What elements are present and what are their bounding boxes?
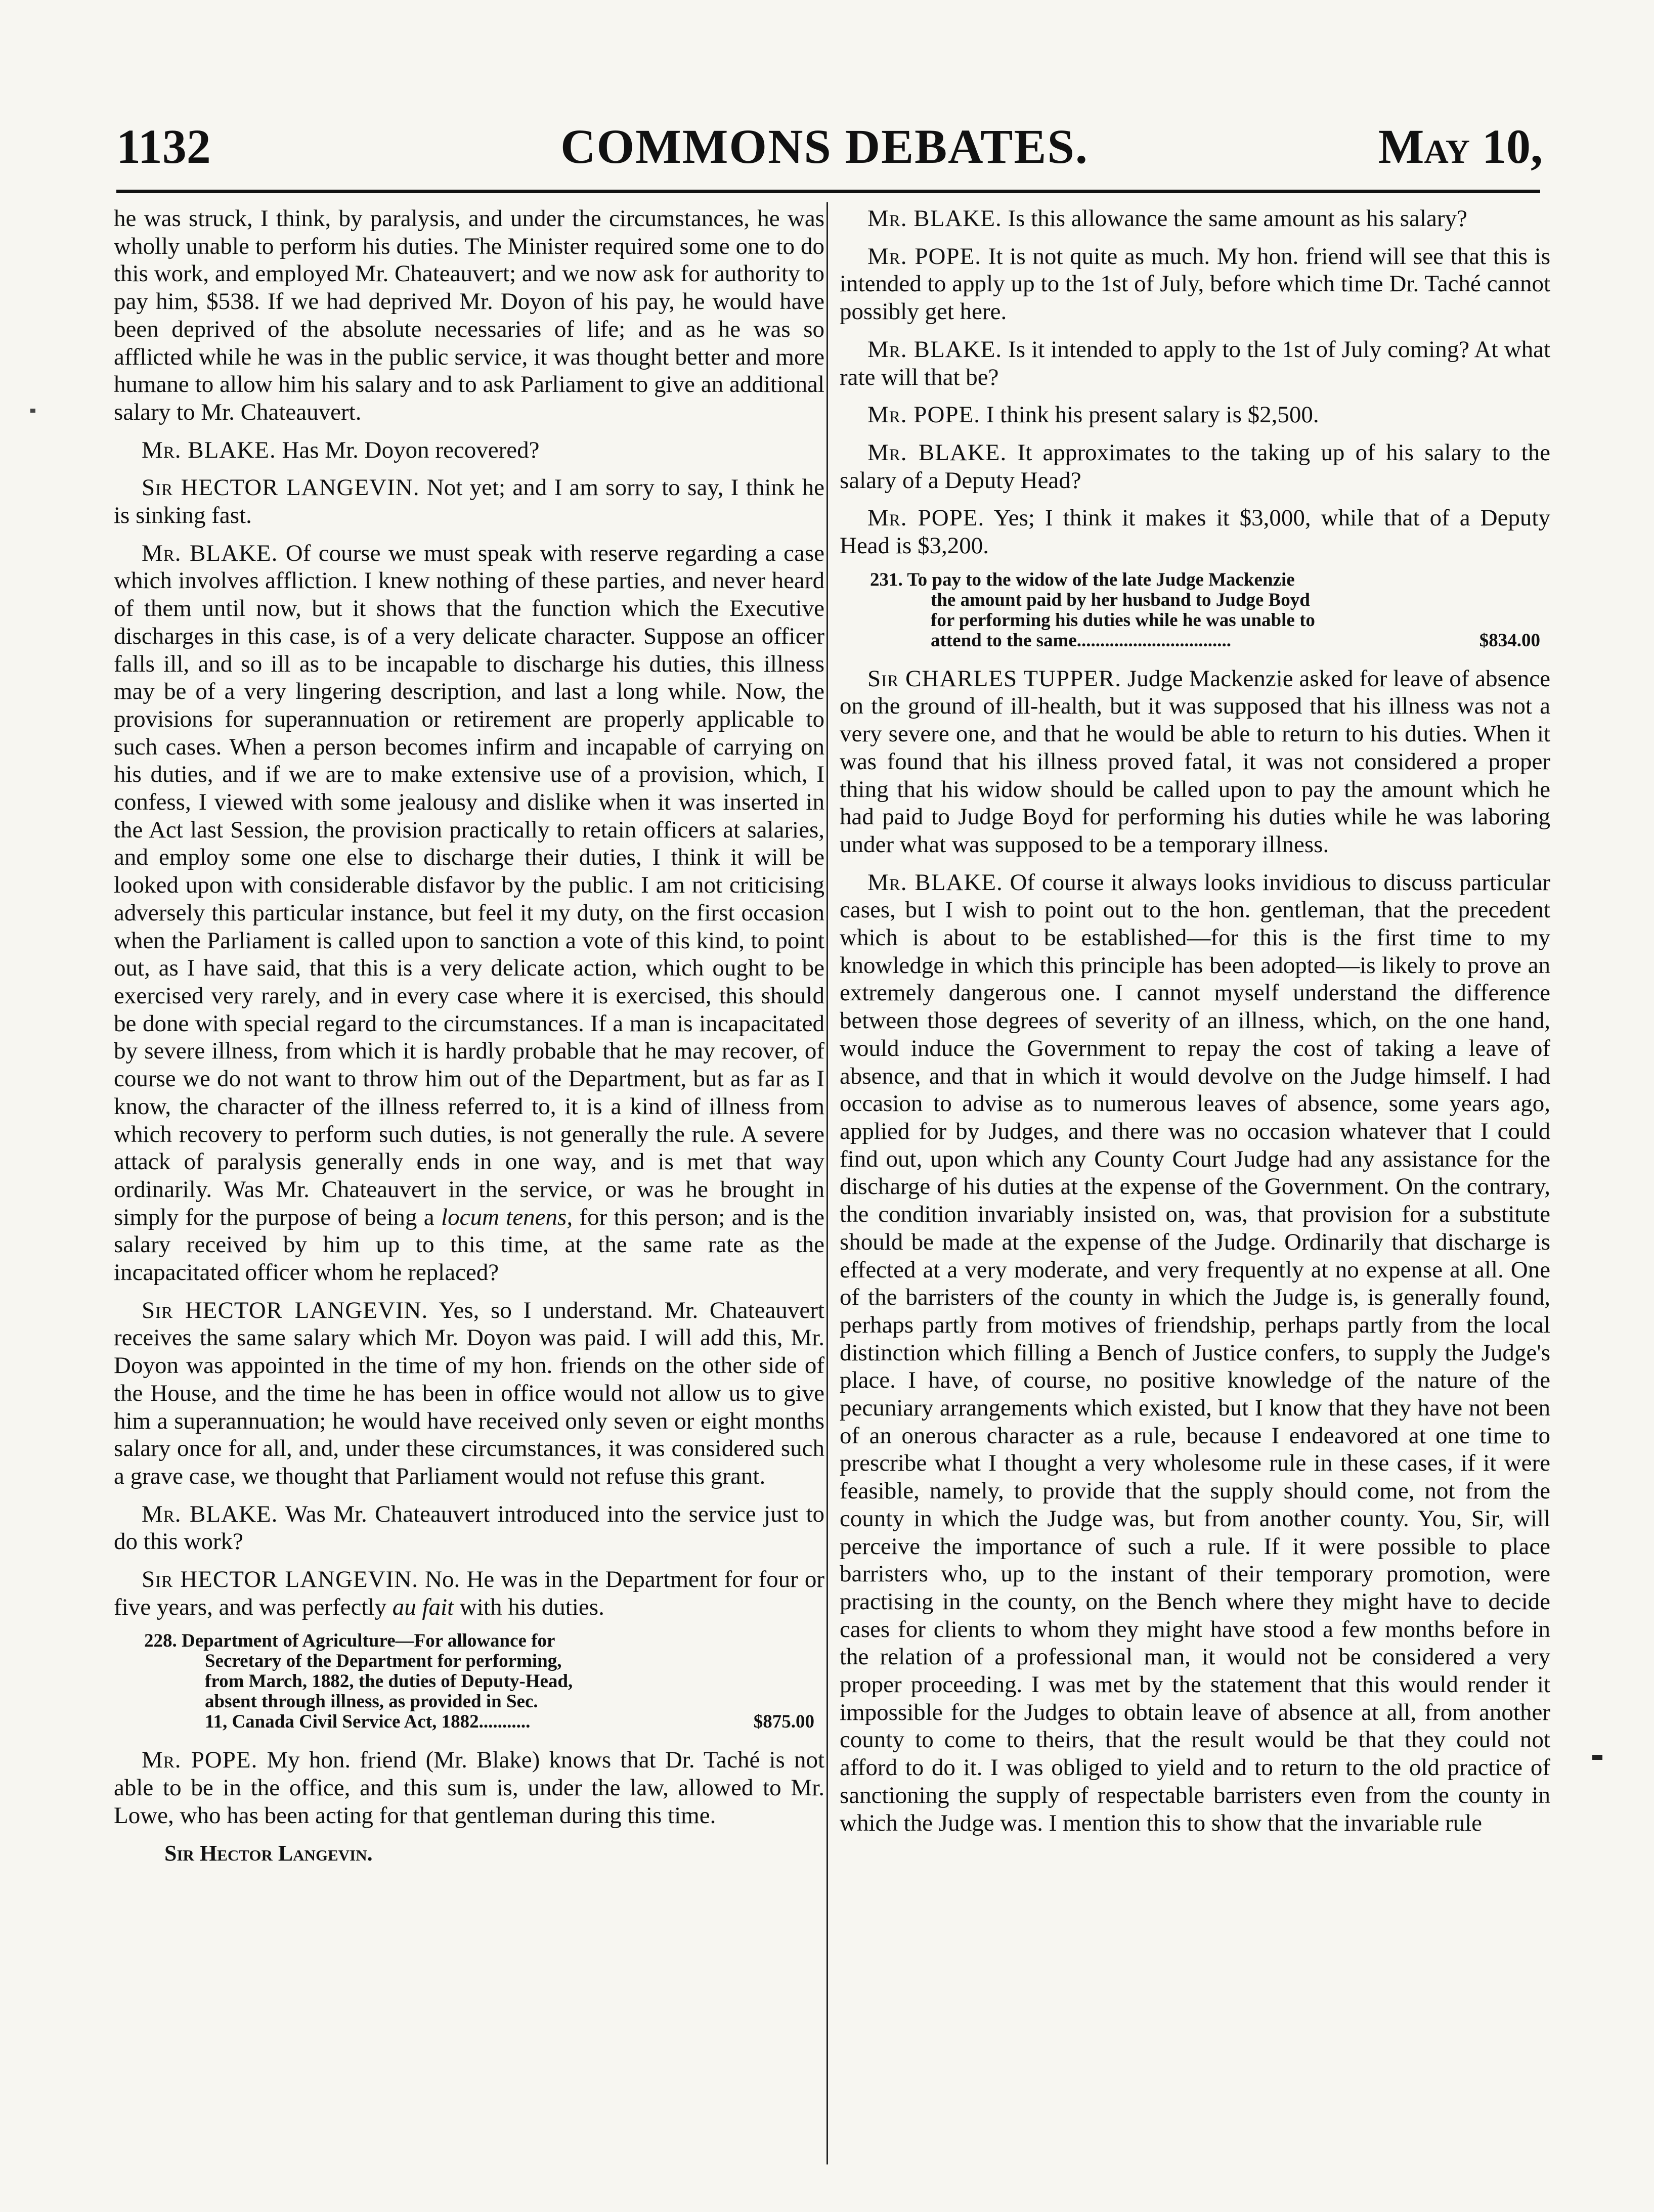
paragraph-text: I think his present salary is $2,500.: [986, 402, 1319, 428]
speaker-name: Mr. POPE.: [867, 402, 980, 428]
paragraph: [114, 436, 824, 464]
item-line: attend to the same................................. $834.00: [840, 631, 1550, 651]
paragraph: [114, 1746, 824, 1829]
italic-phrase: locum tenens,: [441, 1204, 573, 1230]
speaker-name: Mr. POPE.: [867, 505, 985, 532]
speaker-name: Mr. BLAKE.: [142, 1500, 278, 1527]
paragraph-text: Is it intended to apply to the 1st of July coming? At what rate will that be?: [840, 336, 1550, 390]
item-number: 231.: [870, 569, 903, 590]
paragraph: [114, 1566, 824, 1621]
page-number: 1132: [116, 119, 211, 173]
paragraph: [840, 439, 1550, 494]
margin-mark: [30, 409, 35, 413]
left-column: [114, 205, 824, 2167]
catchword-signature: Sir Hector Langevin.: [164, 1840, 373, 1866]
paragraph: [114, 540, 824, 1287]
supply-item-231: [840, 570, 1550, 651]
italic-phrase: au fait: [392, 1594, 454, 1620]
paragraph-text: Has Mr. Doyon recovered?: [282, 436, 540, 463]
paragraph: [114, 205, 824, 426]
column-divider: [826, 202, 828, 2164]
paragraph: [840, 336, 1550, 391]
item-line: 231. To pay to the widow of the late Judge Mackenzie: [870, 569, 1295, 590]
speaker-name: Mr. BLAKE.: [867, 439, 1007, 466]
paragraph: [114, 1297, 824, 1490]
paragraph-text: No. He was in the Department for four or five years, and was perfectly: [114, 1566, 824, 1620]
item-line: absent through illness, as provided in Sec.: [205, 1691, 538, 1712]
item-line: from March, 1882, the duties of Deputy-Head,: [205, 1671, 573, 1692]
paragraph-text: Yes, so I understand. Mr. Chateauvert receives the same salary which Mr. Doyon was paid. I will add this, Mr. Doyon was appointed in the time of my hon. friends on the other side of the House, and the time he has been in office would not allow us to give him a superannuation; he would have received only seven or eight months salary once for all, and, under these circumstances, it was considered such a grave case, we thought that Parliament would not refuse this grant.: [114, 1297, 824, 1489]
item-line: Secretary of the Department for performing,: [205, 1651, 562, 1672]
speaker-name: Mr. BLAKE.: [867, 205, 1002, 232]
paragraph-text: Is this allowance the same amount as his salary?: [1008, 205, 1467, 232]
item-amount: $834.00: [1479, 630, 1540, 651]
paragraph-text: he was struck, I think, by paralysis, and under the circumstances, he was wholly unable to perform his duties. The Minister required some one to do this work, and employed Mr. Chateauvert; and we now ask for authority to pay him, $538. If we had deprived Mr. Doyon of his pay, he would have been deprived of the absolute necessaries of life; and as he was so afflicted while he was in the public service, it was thought better and more humane to allow him his salary and to ask Parliament to give an additional salary to Mr. Chateauvert.: [114, 205, 824, 425]
paragraph: [114, 1500, 824, 1556]
speaker-name: Mr. POPE.: [867, 243, 982, 270]
item-line: the amount paid by her husband to Judge Boyd: [931, 589, 1310, 610]
paragraph: [840, 243, 1550, 326]
margin-dash: [1592, 1755, 1602, 1760]
speaker-name: Sir HECTOR LANGEVIN.: [142, 474, 420, 501]
page-header: [106, 116, 1543, 182]
paragraph-text: It approximates to the taking up of his salary to the salary of a Deputy Head?: [840, 439, 1550, 494]
paragraph-text: My hon. friend (Mr. Blake) knows that Dr. Taché is not able to be in the office, and this sum is, under the law, allowed to Mr. Lowe, who has been acting for that gentleman during this time.: [114, 1747, 824, 1829]
speaker-name: Mr. BLAKE.: [867, 336, 1003, 363]
paragraph-text: Of course we must speak with reserve regarding a case which involves affliction. I knew nothing of these parties, and never heard of them until now, but it shows that the function which the Executive discharges in this case, is of a very delicate character. Suppose an officer falls ill, and so ill as to be incapable to discharge his duties, this illness may be of a very lingering description, and last a long while. Now, the provisions for superannuation or retirement are properly applicable to such cases. When a person becomes infirm and incapable of carrying on his duties, and if we are to make extensive use of a provision, which, I confess, I viewed with some jealousy and dislike when it was inserted in the Act last Session, the provision practically to retain officers at salaries, and employ some one else to discharge their duties, I think it will be looked upon with considerable disfavor by the public. I am not criticising adversely this particular instance, but feel it my duty, on the first occasion when the Parliament is called upon to sanction a vote of this kind, to point out, as I have said, that this is a very delicate action, which ought to be exercised very rarely, and in every case where it is exercised, this should be done with special regard to the circumstances. If a man is incapacitated by severe illness, from which it is hardly probable that he may recover, of course we do not want to throw him out of the Department, but as far as I know, the character of the illness referred to, it is a kind of illness from which recovery to perform such duties, is not generally the rule. A severe attack of paralysis generally ends in one way, and is met that way ordinarily. Was Mr. Chateauvert in the service, or was he brought in simply for the purpose of being a: [114, 540, 824, 1230]
speaker-name: Mr. BLAKE.: [142, 540, 278, 566]
publication-title: COMMONS DEBATES.: [560, 119, 1089, 173]
page-date: May 10,: [1378, 119, 1543, 173]
paragraph-text: Yes; I think it makes it $3,000, while that of a Deputy Head is $3,200.: [840, 505, 1550, 559]
paragraph-text: with his duties.: [459, 1594, 604, 1620]
item-number: 228.: [144, 1630, 177, 1652]
paragraph: [840, 504, 1550, 559]
speaker-name: Mr. BLAKE.: [142, 436, 276, 463]
paragraph: [114, 474, 824, 529]
paragraph-text: It is not quite as much. My hon. friend will see that this is intended to apply up to the 1st of July, before which time Dr. Taché cannot possibly get here.: [840, 243, 1550, 325]
supply-item-228: [114, 1631, 824, 1732]
speaker-name: Mr. BLAKE.: [867, 869, 1003, 896]
paragraph: [840, 205, 1550, 233]
paragraph-text: Of course it always looks invidious to discuss particular cases, but I wish to point out to the hon. gentleman, that the precedent which is about to be established—for this is the first time to my knowledge in which this principle has been adopted—is likely to prove an extremely dangerous one. I cannot myself understand the difference between those degrees of severity of an illness, which, on the one hand, would induce the Government to repay the cost of taking a leave of absence, and that in which it would devolve on the Judge himself. I had occasion to advise as to numerous leaves of absence, some years ago, applied for by Judges, and there was no occasion whatever that I could find out, upon which any County Court Judge had any assistance for the discharge of his duties at the expense of the Government. On the contrary, the condition invariably insisted on, was, that provision for a substitute should be made at the expense of the Judge. Ordinarily that discharge is effected at a very moderate, and very frequently at no expense at all. One of the barristers of the county in which the Judge is, is generally found, perhaps partly from motives of friendship, perhaps partly from the local distinction which filling a Bench of Justice confers, to supply the Judge's place. I have, of course, no positive knowledge of the nature of the pecuniary arrangements which existed, but I know that they have not been of an onerous character as a rule, because I endeavored at one time to prescribe what I thought a very wholesome rule in these cases, if it were feasible, namely, to provide that the supply should come, not from the county in which the Judge was, but from another county. You, Sir, will perceive the importance of such a rule. If it were possible to place barristers who, up to the instant of their temporary promotion, were practising in the county, on the Bench where they might have to decide cases for clients to whom they might have stood a few months before in the relation of a professional man, it would not be considered a very proper proceeding. I was met by the statement that this would render it impossible for the Judges to obtain leave of absence at all, from another county to come to theirs, that the result would be that they could not afford to do it. I was obliged to yield and to return to the old practice of sanctioning the supply of respectable barristers even from the county in which the Judge was. I mention this to show that the invariable rule: [840, 869, 1550, 1836]
paragraph: [840, 665, 1550, 859]
paragraph-text: for this person; and is the salary received by him up to this time, at the same rate as the incapacitated officer whom he replaced?: [114, 1204, 824, 1286]
item-line: 11, Canada Civil Service Act, 1882........... $875.00: [114, 1712, 824, 1732]
speaker-name: Sir HECTOR LANGEVIN.: [142, 1566, 419, 1593]
speaker-name: Sir CHARLES TUPPER.: [867, 665, 1121, 692]
item-amount: $875.00: [753, 1711, 814, 1733]
right-column: [840, 205, 1550, 2167]
speaker-name: Mr. POPE.: [142, 1747, 258, 1774]
paragraph: [840, 869, 1550, 1837]
paragraph: [840, 401, 1550, 429]
item-line: 228. Department of Agriculture—For allowance for: [144, 1630, 555, 1652]
header-rule: [116, 190, 1540, 193]
item-line: for performing his duties while he was unable to: [931, 609, 1315, 631]
paragraph-text: Judge Mackenzie asked for leave of absence on the ground of ill-health, but it was supposed that his illness was not a very severe one, and that he would be able to return to his duties. When it was found that his illness proved fatal, it was not considered a proper thing that his widow should be called upon to pay the amount which he had paid to Judge Boyd for performing his duties while he was laboring under what was supposed to be a temporary illness.: [840, 665, 1550, 858]
paragraph-text: Not yet; and I am sorry to say, I think he is sinking fast.: [114, 474, 824, 529]
speaker-name: Sir HECTOR LANGEVIN.: [142, 1297, 428, 1323]
paragraph-text: Was Mr. Chateauvert introduced into the service just to do this work?: [114, 1500, 824, 1555]
